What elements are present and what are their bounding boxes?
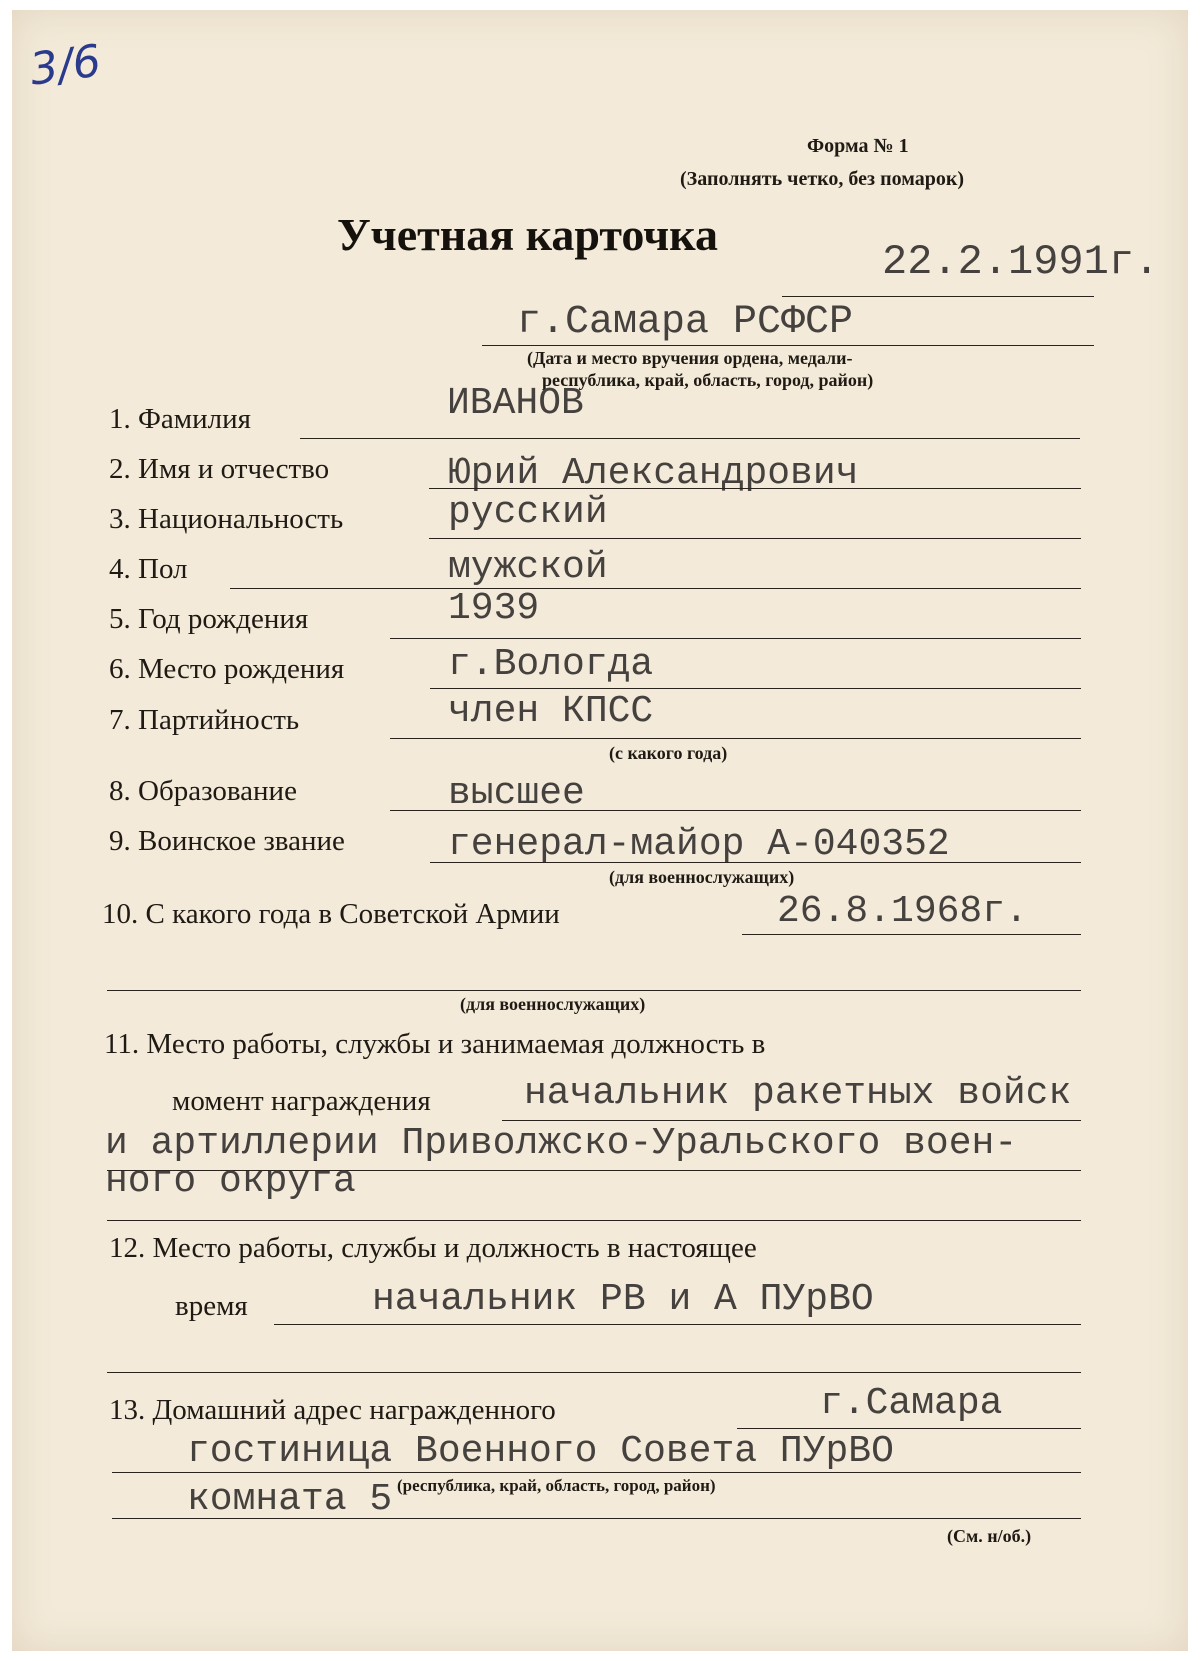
section12-underline-2 xyxy=(107,1372,1081,1373)
section11-value-line3: ного округа xyxy=(105,1160,356,1203)
award-place: г.Самара РСФСР xyxy=(517,300,854,345)
field-underline-nationality xyxy=(429,538,1081,539)
field-value-education: высшее xyxy=(448,772,585,815)
field-underline-army-since xyxy=(742,934,1081,935)
section11-value-line1: начальник ракетных войск xyxy=(524,1072,1072,1115)
place-caption-2: республика, край, область, город, район) xyxy=(542,370,874,390)
page-title: Учетная карточка xyxy=(337,209,718,260)
blank-line-army xyxy=(107,990,1081,991)
field-underline-party xyxy=(390,738,1081,739)
section13-underline-1 xyxy=(737,1428,1081,1429)
caption-party-since: (с какого года) xyxy=(609,743,728,763)
section11-label-line1: 11. Место работы, службы и занимаемая должность в xyxy=(104,1028,766,1060)
field-value-birthplace: г.Вологда xyxy=(448,643,654,686)
field-underline-rank xyxy=(430,862,1081,863)
field-underline-sex xyxy=(230,588,1081,589)
field-label-nationality: 3. Национальность xyxy=(109,503,344,535)
field-value-surname: ИВАНОВ xyxy=(447,382,584,425)
section13-label: 13. Домашний адрес награжденного xyxy=(109,1394,556,1426)
field-underline-education xyxy=(390,810,1081,811)
field-underline-birth-year xyxy=(390,638,1081,639)
field-label-birth-year: 5. Год рождения xyxy=(109,603,309,635)
place-caption-1: (Дата и место вручения ордена, медали- xyxy=(527,348,853,368)
caption-military-rank: (для военнослужащих) xyxy=(609,867,795,887)
field-label-rank: 9. Воинское звание xyxy=(109,825,345,857)
field-value-nationality: русский xyxy=(448,491,608,534)
section13-value-line1: г.Самара xyxy=(820,1382,1003,1425)
field-value-name: Юрий Александрович xyxy=(448,452,859,495)
field-underline-name xyxy=(429,488,1081,489)
section11-value-line2: и артиллерии Приволжско-Уральского воен- xyxy=(105,1122,1018,1165)
caption-address: (республика, край, область, город, район) xyxy=(397,1476,716,1495)
section13-value-line2: гостиница Военного Совета ПУрВО xyxy=(187,1430,894,1473)
field-label-army-since: 10. С какого года в Советской Армии xyxy=(102,898,560,930)
form-instruction: (Заполнять четко, без помарок) xyxy=(680,168,965,190)
section11-underline-3 xyxy=(107,1220,1081,1221)
section11-underline-1 xyxy=(502,1120,1081,1121)
section13-underline-3 xyxy=(112,1518,1081,1519)
form-number: Форма № 1 xyxy=(807,135,909,157)
field-value-sex: мужской xyxy=(448,546,608,589)
section12-label-line1: 12. Место работы, службы и должность в настоящее xyxy=(109,1232,757,1264)
handwritten-mark: 3/6 xyxy=(26,35,105,96)
field-value-birth-year: 1939 xyxy=(448,587,540,630)
field-underline-surname xyxy=(300,438,1080,439)
registration-card xyxy=(12,10,1188,1651)
field-label-name: 2. Имя и отчество xyxy=(109,453,330,485)
place-underline xyxy=(482,345,1094,346)
field-underline-birthplace xyxy=(430,688,1081,689)
section12-underline-1 xyxy=(274,1324,1081,1325)
section13-value-line3: комната 5 xyxy=(187,1478,393,1521)
section12-value: начальник РВ и А ПУрВО xyxy=(372,1278,874,1321)
section13-underline-2 xyxy=(112,1472,1081,1473)
section11-label-line2: момент награждения xyxy=(172,1085,431,1117)
field-label-sex: 4. Пол xyxy=(109,553,188,585)
field-label-surname: 1. Фамилия xyxy=(109,403,251,435)
field-label-education: 8. Образование xyxy=(109,775,297,807)
field-label-party: 7. Партийность xyxy=(109,704,300,736)
caption-army-since: (для военнослужащих) xyxy=(460,994,646,1014)
date-underline xyxy=(782,296,1094,297)
field-label-birthplace: 6. Место рождения xyxy=(109,653,345,685)
award-date: 22.2.1991г. xyxy=(882,238,1160,286)
see-reverse-note: (См. н/об.) xyxy=(947,1526,1032,1546)
section12-label-line2: время xyxy=(175,1290,248,1322)
field-value-army-since: 26.8.1968г. xyxy=(777,890,1028,933)
field-value-rank: генерал-майор А-040352 xyxy=(448,823,950,866)
field-value-party: член КПСС xyxy=(448,690,654,733)
